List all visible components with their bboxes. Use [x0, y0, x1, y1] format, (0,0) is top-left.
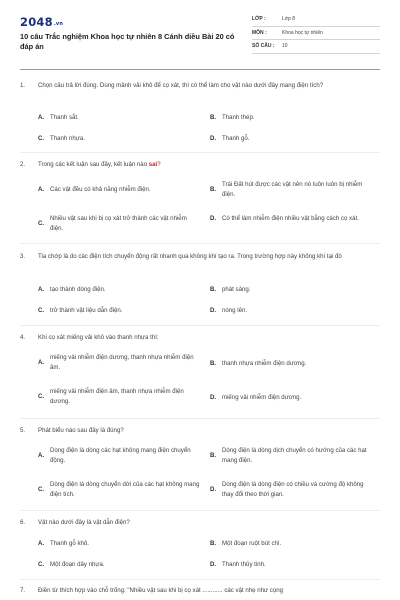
option-letter: D.	[210, 135, 217, 142]
option-letter: D.	[210, 561, 217, 568]
option-letter: C.	[38, 219, 45, 227]
option-5a[interactable]	[38, 446, 200, 465]
option-2a[interactable]	[38, 185, 200, 195]
option-letter: B.	[210, 360, 217, 367]
page-title: 10 câu Trắc nghiệm Khoa học tự nhiên 8 Cánh diều Bài 20 có đáp án	[20, 32, 235, 51]
question-separator	[20, 152, 380, 153]
meta-label: LỚP :	[252, 16, 266, 23]
option-5b[interactable]	[210, 446, 372, 465]
question-separator	[20, 510, 380, 511]
question-text: Khi cọ xát miếng vải khô vào thanh nhựa thì:	[38, 334, 159, 341]
question-number: 7.	[20, 587, 26, 594]
option-2d[interactable]	[210, 214, 372, 224]
option-text: Dòng điện là dòng dịch chuyển có hướng của các hạt mang điện.	[222, 447, 367, 464]
option-letter: C.	[38, 135, 45, 142]
option-text: Các vật đều có khả năng nhiễm điện.	[50, 186, 151, 193]
site-logo[interactable]	[20, 15, 63, 29]
option-letter: A.	[38, 114, 45, 121]
option-4b[interactable]	[210, 359, 372, 369]
option-letter: A.	[38, 358, 45, 366]
option-text: Nhiều vật sau khi bị cọ xát trở thành các vật nhiễm điện.	[50, 215, 187, 232]
option-3b[interactable]	[210, 285, 372, 295]
question-2	[20, 160, 380, 170]
option-2b[interactable]	[210, 180, 372, 199]
question-1	[20, 81, 380, 91]
option-5c[interactable]	[38, 480, 200, 499]
question-emphasis: sai	[148, 161, 158, 168]
option-text: nóng lên.	[222, 307, 248, 314]
question-text	[38, 160, 378, 170]
meta-row-count	[252, 40, 380, 54]
option-letter: D.	[210, 215, 217, 222]
option-letter: C.	[38, 485, 45, 493]
option-letter: A.	[38, 451, 45, 459]
question-number: 3.	[20, 253, 26, 260]
question-number: 2.	[20, 161, 26, 168]
option-text: Một đoạn dây nhựa.	[50, 561, 105, 568]
question-number: 1.	[20, 82, 26, 89]
option-6b[interactable]	[210, 539, 372, 549]
option-text: miếng vải nhiễm điện âm, thanh nhựa nhiễm điện dương.	[50, 388, 184, 405]
option-text: Thanh nhựa.	[50, 135, 85, 142]
meta-row-subject	[252, 27, 380, 41]
option-letter: D.	[210, 394, 217, 401]
meta-label: SỐ CÂU :	[252, 43, 275, 50]
option-letter: D.	[210, 485, 217, 493]
question-text-part: ?	[157, 161, 161, 168]
option-letter: D.	[210, 307, 217, 314]
question-4	[20, 333, 380, 343]
option-6d[interactable]	[210, 560, 372, 570]
option-text: thanh nhựa nhiễm điện dương.	[222, 360, 307, 367]
option-text: phát sáng.	[222, 286, 251, 293]
option-6a[interactable]	[38, 539, 200, 549]
logo-tld: .vn	[53, 21, 64, 27]
option-3c[interactable]	[38, 306, 200, 316]
question-7	[20, 586, 380, 596]
question-text: Tia chớp là do các điện tích chuyển động rất nhanh qua không khí tạo ra. Trong trường hợp này không khí tại đó	[38, 253, 342, 260]
option-text: miếng vải nhiễm điện dương, thanh nhựa nhiễm điện âm.	[50, 354, 194, 371]
question-3	[20, 252, 380, 262]
option-text: Dòng điện là dòng chuyển dời của các hạt không mang điện tích.	[50, 481, 200, 498]
logo-text: 2048	[20, 15, 53, 29]
option-text: Thanh gỗ.	[222, 135, 250, 142]
option-letter: B.	[210, 185, 217, 193]
option-letter: B.	[210, 540, 217, 547]
option-3a[interactable]	[38, 285, 200, 295]
question-text: Chọn câu trả lời đúng. Dùng mảnh vải khô để cọ xát, thì có thể làm cho vật nào dưới đây mang điện tích?	[38, 82, 324, 89]
option-text: Dòng điện là dòng các hạt không mang điện chuyển động.	[50, 447, 191, 464]
question-number: 4.	[20, 334, 26, 341]
question-separator	[20, 579, 380, 580]
option-text: Thanh thép.	[222, 114, 255, 121]
option-6c[interactable]	[38, 560, 200, 570]
question-text-part: Trong các kết luận sau đây, kết luận nào	[38, 161, 149, 168]
header-divider	[20, 69, 380, 70]
option-letter: B.	[210, 286, 217, 293]
option-letter: A.	[38, 540, 45, 547]
option-text: Dòng điện là dòng điện có chiều và cường độ không thay đổi theo thời gian.	[222, 481, 364, 498]
option-letter: B.	[210, 114, 217, 121]
option-text: Trái Đất hút được các vật nên nó luôn luôn bị nhiễm điện.	[222, 181, 363, 198]
option-4d[interactable]	[210, 393, 372, 403]
option-5d[interactable]	[210, 480, 372, 499]
option-letter: B.	[210, 451, 217, 459]
option-text: Thanh thủy tinh.	[222, 561, 266, 568]
option-1a[interactable]	[38, 113, 200, 123]
option-2c[interactable]	[38, 214, 200, 233]
question-separator	[20, 325, 380, 326]
option-text: Một đoạn ruột bút chì.	[222, 540, 282, 547]
question-number: 6.	[20, 519, 26, 526]
option-text: trở thành vật liệu dẫn điện.	[50, 307, 123, 314]
option-text: Thanh sắt.	[50, 114, 79, 121]
option-letter: A.	[38, 286, 45, 293]
meta-value: 10	[282, 43, 288, 50]
option-1d[interactable]	[210, 134, 372, 144]
question-text: Phát biểu nào sau đây là đúng?	[38, 427, 124, 434]
question-separator	[20, 243, 380, 244]
option-letter: C.	[38, 392, 45, 400]
option-3d[interactable]	[210, 306, 372, 316]
meta-row-grade	[252, 13, 380, 27]
option-1b[interactable]	[210, 113, 372, 123]
question-text: Điền từ thích hợp vào chỗ trống: "Nhiều vật sau khi bị cọ xát ............ các vật nhẹ như cọng	[38, 587, 283, 594]
option-text: Có thể làm nhiễm điện nhiều vật bằng cách cọ xát.	[222, 215, 359, 222]
meta-value: Lớp 8	[282, 16, 296, 23]
option-text: miếng vải nhiễm điện dương.	[222, 394, 302, 401]
meta-label: MÔN :	[252, 29, 267, 36]
question-separator	[20, 418, 380, 419]
option-1c[interactable]	[38, 134, 200, 144]
question-text: Vật nào dưới đây là vật dẫn điện?	[38, 519, 130, 526]
option-4c[interactable]	[38, 387, 200, 406]
option-text: tạo thành dòng điện.	[50, 286, 106, 293]
option-4a[interactable]	[38, 353, 200, 372]
question-5	[20, 426, 380, 436]
option-letter: A.	[38, 186, 45, 193]
option-letter: C.	[38, 307, 45, 314]
option-letter: C.	[38, 561, 45, 568]
meta-value: Khoa học tự nhiên	[282, 29, 323, 36]
meta-info-table	[252, 13, 380, 54]
question-number: 5.	[20, 427, 26, 434]
question-6	[20, 518, 380, 528]
option-text: Thanh gỗ khô.	[50, 540, 89, 547]
